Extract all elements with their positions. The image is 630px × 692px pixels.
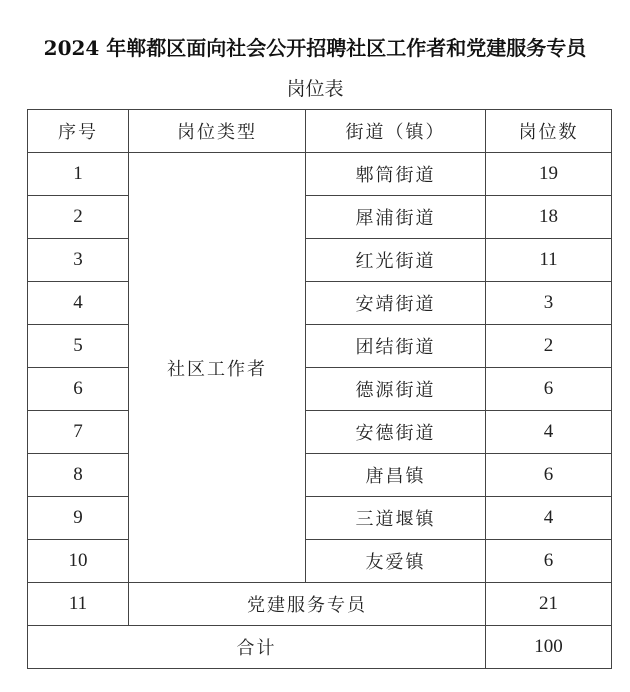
table-row (28, 153, 612, 196)
total-row (28, 626, 612, 669)
header-type: 岗位类型 (129, 110, 306, 153)
row-street: 三道堰镇 (306, 497, 486, 540)
row-seq: 4 (28, 282, 129, 325)
row-street: 安德街道 (306, 411, 486, 454)
page-title: 2024 年郸都区面向社会公开招聘社区工作者和党建服务专员 (43, 36, 587, 60)
header-street: 街道（镇） (306, 110, 486, 153)
row-street: 犀浦街道 (306, 196, 486, 239)
row-seq: 6 (28, 368, 129, 411)
table-row (28, 411, 612, 454)
row-street: 红光街道 (306, 239, 486, 282)
row-seq: 5 (28, 325, 129, 368)
table-row (28, 196, 612, 239)
row-street: 团结街道 (306, 325, 486, 368)
row-street: 德源街道 (306, 368, 486, 411)
row-street: 郫筒街道 (306, 153, 486, 196)
row-count: 21 (486, 583, 612, 626)
row-seq: 8 (28, 454, 129, 497)
table-header-row (28, 110, 612, 153)
positions-table (27, 109, 612, 669)
total-count: 100 (486, 626, 612, 669)
table-row (28, 454, 612, 497)
row-seq: 7 (28, 411, 129, 454)
type-community-worker: 社区工作者 (129, 153, 306, 583)
row-count: 6 (486, 454, 612, 497)
row-seq: 11 (28, 583, 129, 626)
row-count: 4 (486, 497, 612, 540)
table-row (28, 239, 612, 282)
table-row (28, 540, 612, 583)
table-row (28, 497, 612, 540)
row-count: 6 (486, 540, 612, 583)
total-label: 合计 (28, 626, 486, 669)
row-count: 11 (486, 239, 612, 282)
row-street: 友爱镇 (306, 540, 486, 583)
row-seq: 2 (28, 196, 129, 239)
header-seq: 序号 (28, 110, 129, 153)
row-seq: 9 (28, 497, 129, 540)
table-row (28, 325, 612, 368)
header-count: 岗位数 (486, 110, 612, 153)
party-service-row (28, 583, 612, 626)
row-count: 18 (486, 196, 612, 239)
row-count: 19 (486, 153, 612, 196)
row-seq: 3 (28, 239, 129, 282)
table-row (28, 282, 612, 325)
row-seq: 10 (28, 540, 129, 583)
row-count: 6 (486, 368, 612, 411)
row-street: 安靖街道 (306, 282, 486, 325)
row-count: 4 (486, 411, 612, 454)
row-count: 2 (486, 325, 612, 368)
row-seq: 1 (28, 153, 129, 196)
table-row (28, 368, 612, 411)
row-street: 唐昌镇 (306, 454, 486, 497)
type-party-service: 党建服务专员 (129, 583, 486, 626)
table-caption: 岗位表 (286, 78, 344, 100)
row-count: 3 (486, 282, 612, 325)
